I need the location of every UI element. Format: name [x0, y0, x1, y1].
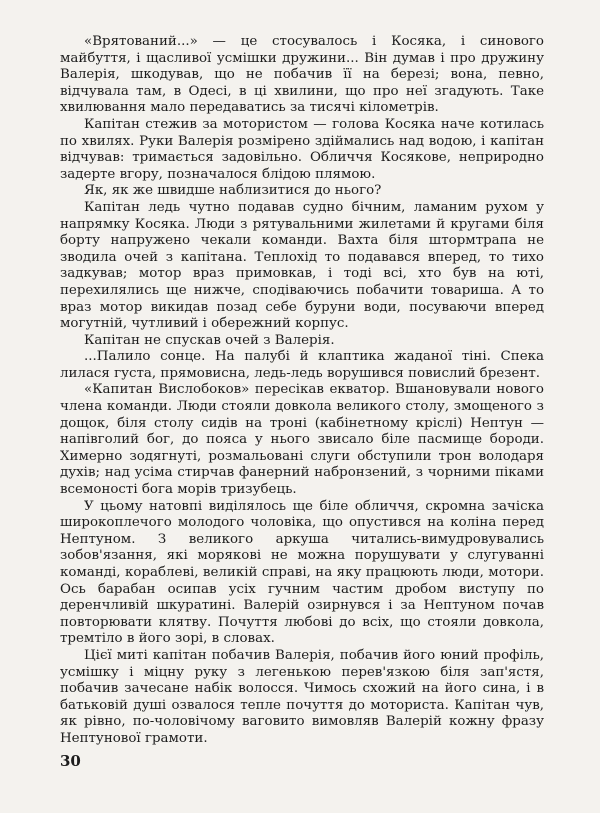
- paragraph-7: «Капитан Вислобоков» пересікав екватор. Вшановували нового члена команди. Люди стояли довкола великого столу, змощеного з дощок, біля столу сидів на троні (кабінетному кріслі) Нептун — напівголий бог, до пояса у нього звисало біле пасмище бороди. Химерно зодягнуті, розмальовані слуги обступили трон володаря духів; над усіма стирчав фанерний набронзений, з чорними піками всемоності бога морів тризубець.: [60, 382, 544, 498]
- paragraph-6: ...Палило сонце. На палубі й клаптика жаданої тіні. Спека лилася густа, прямовисна, ледь-ледь ворушився повислий брезент.: [60, 349, 544, 381]
- page-number: 30: [60, 752, 81, 770]
- body-text: [60, 34, 544, 748]
- paragraph-1: «Врятований...» — це стосувалось і Косяка, і синового майбуття, і щасливої усмішки дружини... Він думав і про дружину Валерія, шкодував, що не побачив її на березі; вона, певно, відчувала там, в Одесі, в ці хвилини, що про неї згадують. Таке хвилювання мало передаватись за тисячі кілометрів.: [60, 34, 544, 116]
- paragraph-4: Капітан ледь чутно подавав судно бічним, ламаним рухом у напрямку Косяка. Люди з рятувальними жилетами й кругами біля борту напружено чекали команди. Вахта біля штормтрапа не зводила очей з капітана. Теплохід то подавався вперед, то тихо задкував; мотор враз примовкав, і тоді всі, хто був на юті, перехилялись ще нижче, сподіваючись побачити товариша. А то враз мотор викидав позад себе буруни води, посуваючи вперед могутній, чутливий і обережний корпус.: [60, 199, 544, 332]
- paragraph-3: Як, як же швидше наблизитися до нього?: [84, 183, 382, 199]
- paragraph-9: Цієї миті капітан побачив Валерія, побачив його юний профіль, усмішку і міцну руку з легенькою перев'язкою біля зап'ястя, побачив зачесане набік волосся. Чимось схожий на його сина, і в батьковій душі озвалося тепле почуття до моториста. Капітан чув, як рівно, по-чоловічому ваговито вимовляв Валерій кожну фразу Нептунової грамоти.: [60, 647, 544, 746]
- paragraph-8: У цьому натовпі виділялось ще біле обличчя, скромна зачіска широкоплечого молодого чоловіка, що опустився на коліна перед Нептуном. З великого аркуша читались-вимудровувались зобов'язання, які морякові не можна порушувати у слугуванні команді, кораблеві, великій справі, на яку працюють люди, мотори. Ось барабан осипав усіх гучним частим дробом виступу по деренчливій шкуратині. Валерій озирнувся і за Нептуном почав повторювати клятву. Почуття любові до всіх, що стояли довкола, тремтіло в його зорі, в словах.: [60, 498, 544, 647]
- paragraph-2: Капітан стежив за мотористом — голова Косяка наче котилась по хвилях. Руки Валерія розмірено здіймались над водою, і капітан відчував: тримається задовільно. Обличчя Косякове, неприродно задерте вгору, позначалося блідою плямою.: [60, 116, 544, 182]
- paragraph-5: Капітан не спускав очей з Валерія.: [84, 332, 335, 348]
